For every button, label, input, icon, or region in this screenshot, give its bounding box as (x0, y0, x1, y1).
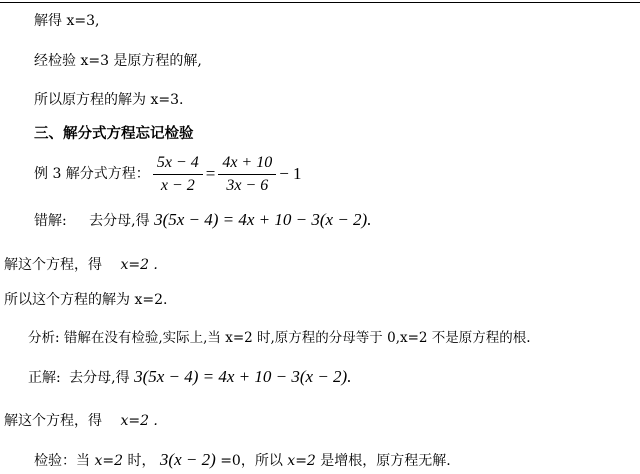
text-line-conclusion: 所以原方程的解为 x=3. (34, 92, 184, 108)
check-text-c: =0，所以 (220, 453, 283, 469)
verification-line (34, 451, 451, 470)
check-x2: x=2 (287, 453, 316, 469)
solve-value-2: x=2 . (120, 413, 158, 429)
minus-one: − 1 (279, 164, 302, 183)
check-text-b: 时， (127, 453, 156, 469)
correct-step: 去分母,得 (69, 370, 130, 386)
text-line-solution: 解得 x=3, (34, 13, 100, 29)
solve-text-2: 解这个方程，得 (4, 413, 102, 429)
top-rule (0, 2, 640, 3)
fraction-left-numerator: 5x − 4 (153, 152, 203, 175)
solve-line-2 (4, 412, 158, 430)
wrong-conclusion-line: 所以这个方程的解为 x=2. (4, 292, 168, 308)
wrong-equation: 3(5x − 4) = 4x + 10 − 3(x − 2). (154, 210, 372, 229)
correct-label: 正解: (28, 370, 61, 386)
wrong-step: 去分母,得 (89, 213, 150, 229)
fraction-right-numerator: 4x + 10 (218, 152, 276, 175)
check-expression: 3(x − 2) (159, 450, 216, 469)
fraction-left (153, 152, 203, 197)
fraction-right-denominator: 3x − 6 (226, 176, 269, 194)
example-equation (34, 150, 302, 198)
example-label: 例 3 解分式方程： (34, 166, 150, 182)
check-x: x=2 (94, 453, 123, 469)
solve-text-1: 解这个方程，得 (4, 257, 102, 273)
check-text-a: 检验：当 (34, 453, 90, 469)
wrong-solution-line (34, 211, 371, 230)
fraction-left-denominator: x − 2 (160, 176, 195, 194)
analysis-line: 分析: 错解在没有检验,实际上,当 x=2 时,原方程的分母等于 0,x=2 不是原方程的根. (28, 330, 531, 346)
wrong-label: 错解: (34, 213, 67, 229)
text-line-check: 经检验 x=3 是原方程的解, (34, 53, 202, 69)
fraction-right (218, 152, 276, 197)
solve-value-1: x=2 . (120, 257, 158, 273)
correct-equation: 3(5x − 4) = 4x + 10 − 3(x − 2). (134, 367, 352, 386)
section-heading: 三、解分式方程忘记检验 (34, 125, 194, 142)
correct-solution-line (28, 368, 351, 387)
solve-line-1 (4, 256, 158, 274)
check-text-d: 是增根，原方程无解. (320, 453, 451, 469)
equals-sign: = (205, 164, 216, 183)
